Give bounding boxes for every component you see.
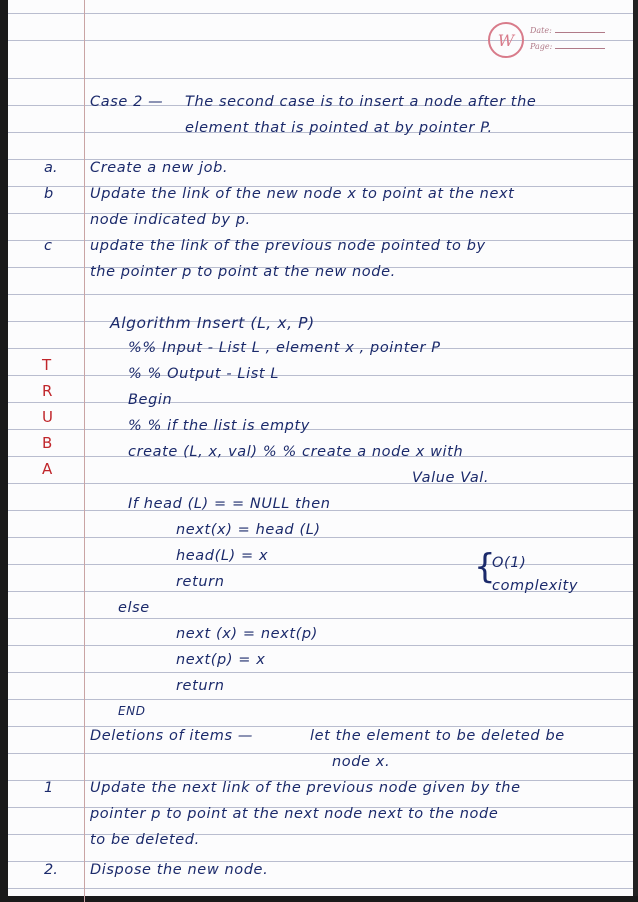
algorithm-title: Algorithm Insert (L, x, P) [110, 314, 315, 332]
case-line-1: The second case is to insert a node after the [185, 94, 537, 110]
deletion-heading-line2: node x. [332, 754, 391, 770]
complexity-label: complexity [492, 578, 578, 594]
algorithm-return: return [176, 574, 225, 590]
page-field: Page: [530, 42, 605, 51]
algorithm-else: else [118, 600, 150, 616]
page-right-edge [633, 0, 638, 902]
margin-letter: R [42, 382, 53, 400]
step-line: the pointer p to point at the new node. [90, 264, 396, 280]
algorithm-next-assign: next(x) = head (L) [176, 522, 321, 538]
margin-letter: A [42, 460, 53, 478]
step-line: node indicated by p. [90, 212, 251, 228]
case-marker: Case 2 — [90, 94, 164, 110]
algorithm-end: END [118, 704, 146, 718]
date-field: Date: [530, 26, 605, 35]
step-marker: c [44, 238, 52, 254]
algorithm-else-nextp: next(p) = x [176, 652, 266, 668]
page-binding-edge [0, 0, 8, 902]
page-bottom-edge [0, 896, 638, 902]
margin-line [84, 0, 85, 902]
step-marker: b [44, 186, 54, 202]
step-line: Create a new job. [90, 160, 229, 176]
algorithm-comment: % % if the list is empty [128, 418, 310, 434]
algorithm-create-cont: Value Val. [412, 470, 490, 486]
deletion-step-line: to be deleted. [90, 832, 200, 848]
complexity-brace: { [474, 547, 496, 587]
step-marker: 1 [44, 780, 54, 796]
algorithm-begin: Begin [128, 392, 173, 408]
margin-letter: T [42, 356, 52, 374]
deletion-heading-rest: let the element to be deleted be [310, 728, 565, 744]
algorithm-head-assign: head(L) = x [176, 548, 269, 564]
step-line: Update the link of the new node x to point at the next [90, 186, 515, 202]
algorithm-create: create (L, x, val) % % create a node x with [128, 444, 464, 460]
deletion-heading: Deletions of items — [90, 728, 253, 744]
case-line-2: element that is pointed at by pointer P. [185, 120, 493, 136]
algorithm-input: %% Input - List L , element x , pointer P [128, 340, 441, 356]
algorithm-return: return [176, 678, 225, 694]
notebook-logo: W [488, 22, 524, 58]
algorithm-output: % % Output - List L [128, 366, 280, 382]
step-line: update the link of the previous node pointed to by [90, 238, 486, 254]
algorithm-if: If head (L) = = NULL then [128, 496, 331, 512]
step-marker: 2. [44, 862, 58, 878]
deletion-step-line: Dispose the new node. [90, 862, 269, 878]
margin-letter: B [42, 434, 53, 452]
algorithm-else-next: next (x) = next(p) [176, 626, 318, 642]
margin-letter: U [42, 408, 53, 426]
complexity-value: O(1) [492, 555, 527, 571]
deletion-step-line: Update the next link of the previous node given by the [90, 780, 521, 796]
deletion-step-line: pointer p to point at the next node next to the node [90, 806, 499, 822]
step-marker: a. [44, 160, 58, 176]
